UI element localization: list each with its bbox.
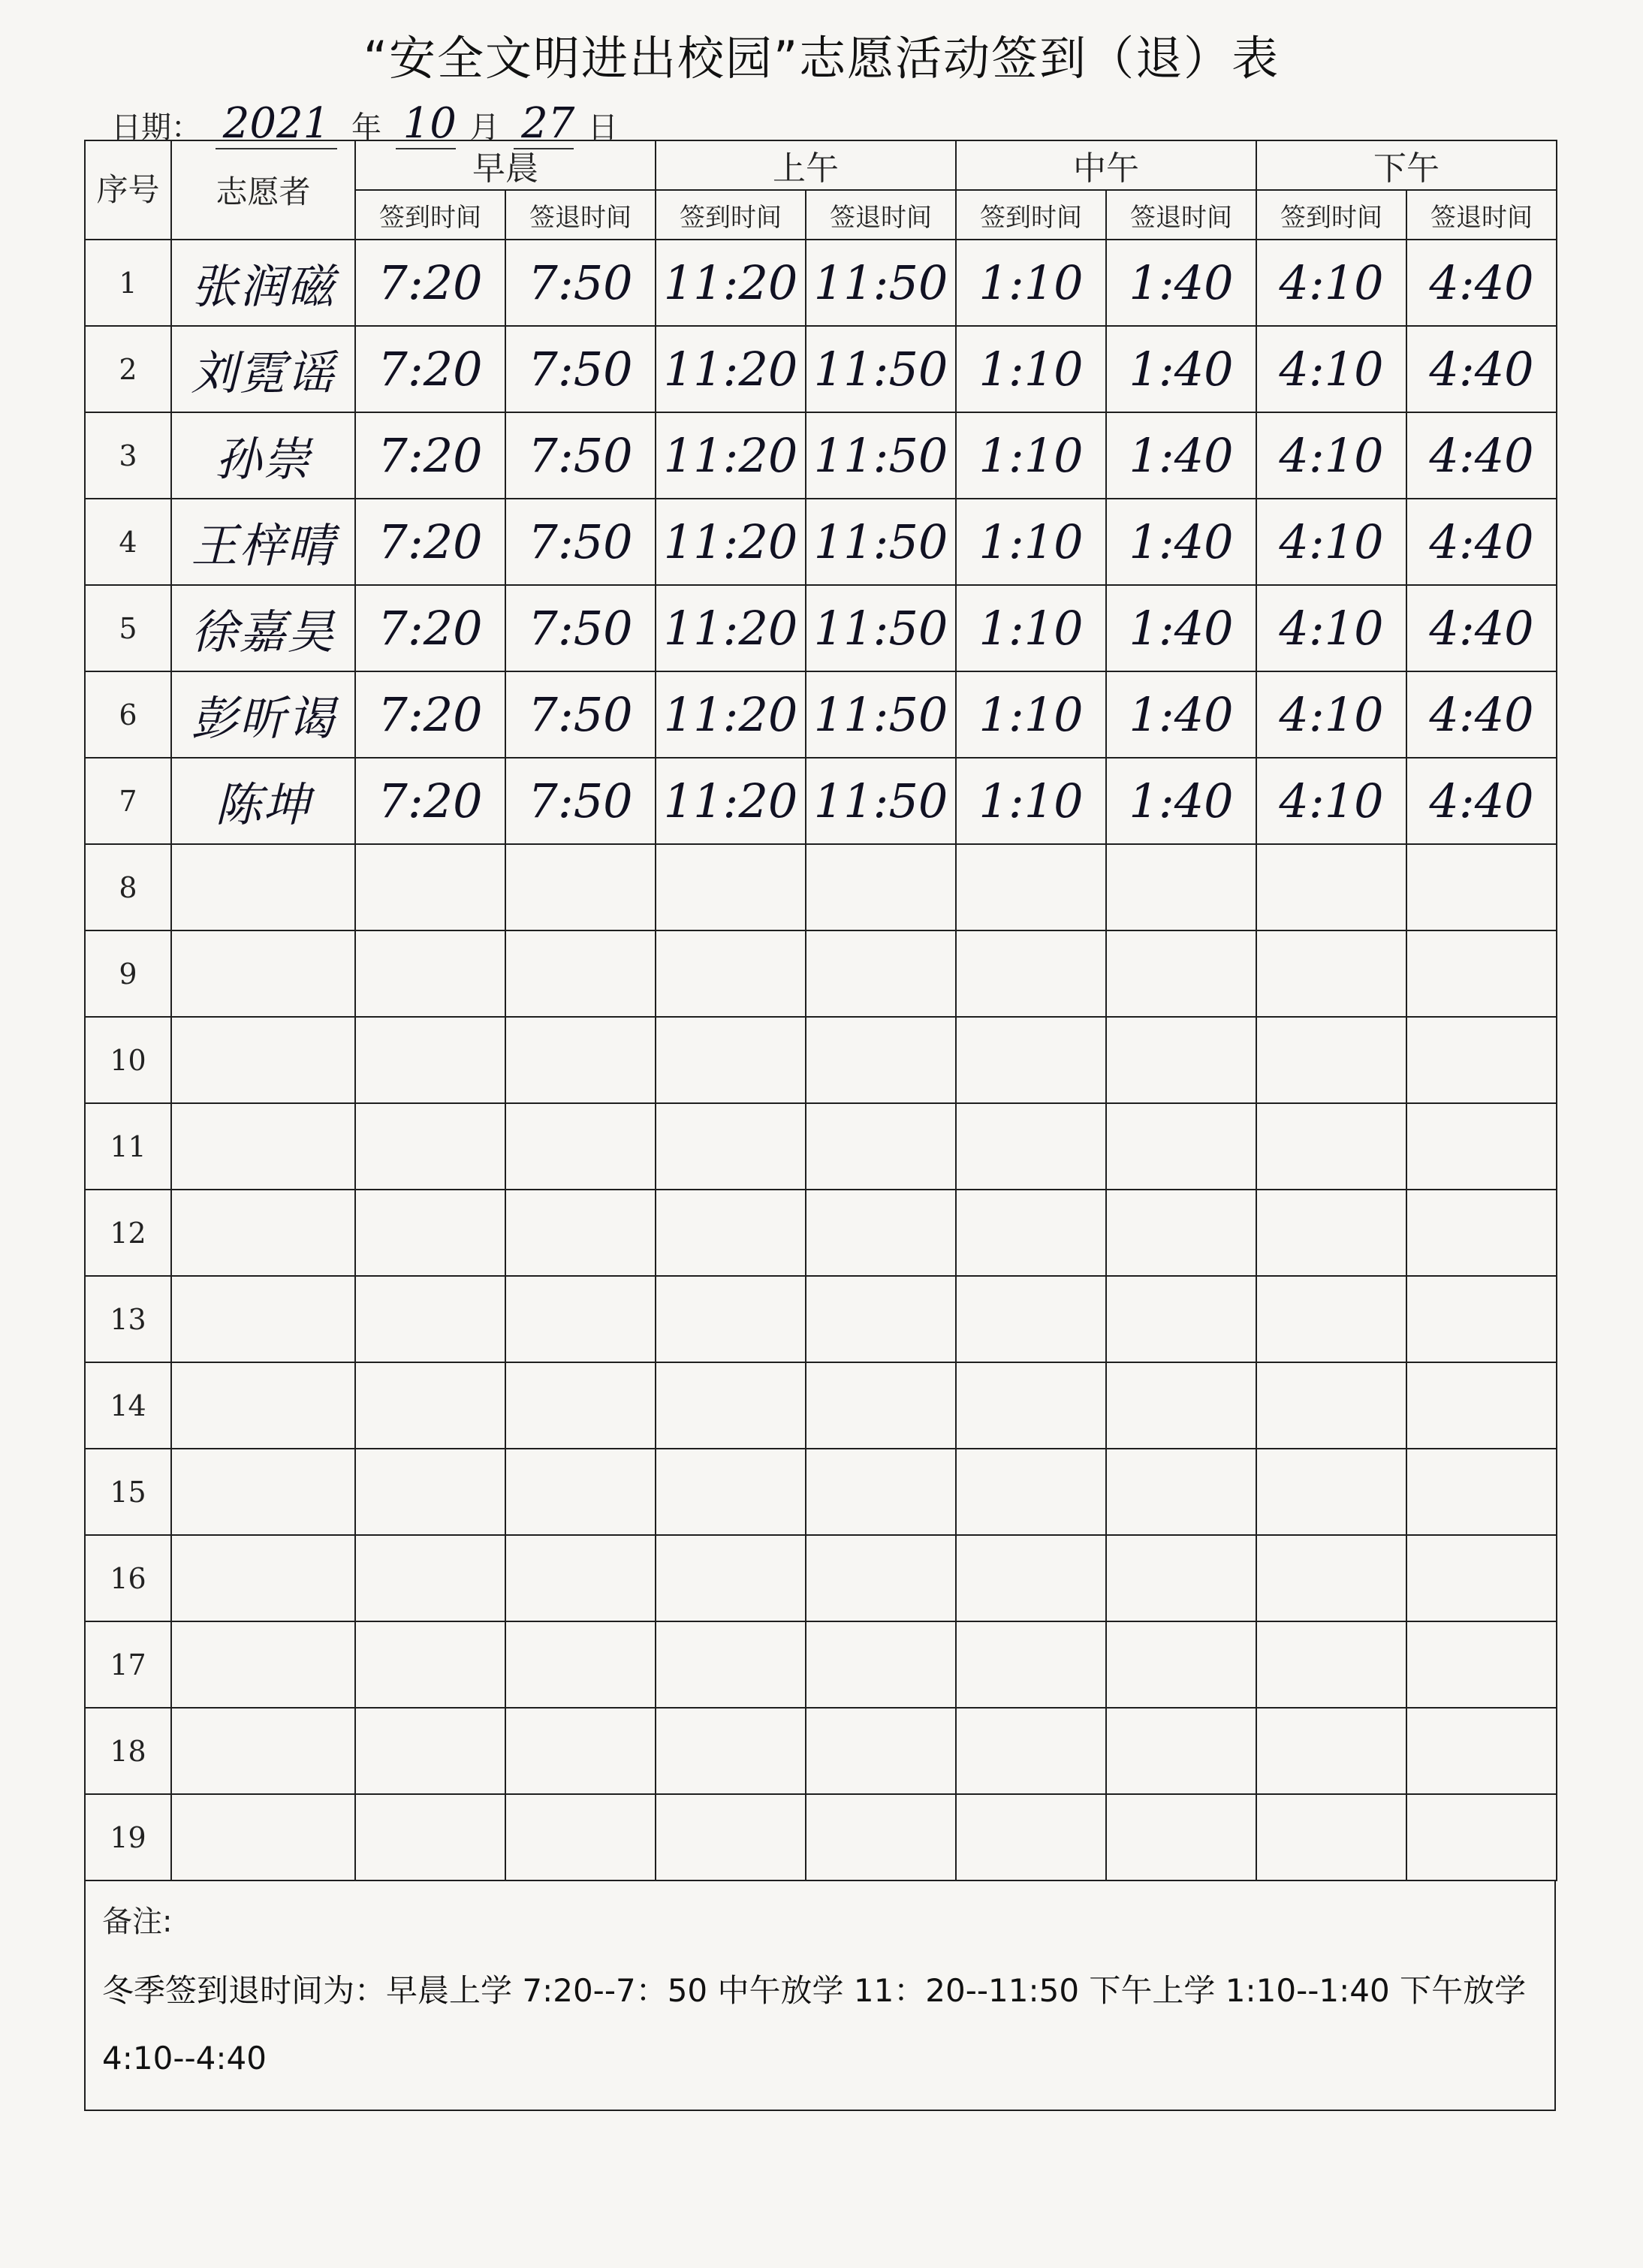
checkin-time: 4:10 bbox=[1256, 758, 1406, 844]
checkin-time: 11:20 bbox=[656, 499, 806, 585]
checkin-time bbox=[355, 844, 505, 930]
row-seq: 1 bbox=[85, 240, 171, 326]
checkin-time: 1:10 bbox=[956, 671, 1106, 758]
checkout-time bbox=[505, 930, 656, 1017]
checkout-time bbox=[1406, 1103, 1557, 1190]
header-period-morning: 早晨 bbox=[355, 140, 656, 190]
header-checkin: 签到时间 bbox=[656, 190, 806, 240]
checkout-time bbox=[1106, 1362, 1256, 1449]
checkout-time bbox=[1106, 1103, 1256, 1190]
checkin-time bbox=[656, 844, 806, 930]
checkout-time bbox=[1406, 1535, 1557, 1621]
checkout-time bbox=[505, 1276, 656, 1362]
checkout-time bbox=[1406, 844, 1557, 930]
row-seq: 5 bbox=[85, 585, 171, 671]
row-seq: 19 bbox=[85, 1794, 171, 1880]
row-seq: 11 bbox=[85, 1103, 171, 1190]
table-row bbox=[85, 1535, 1557, 1621]
checkout-time bbox=[806, 1362, 956, 1449]
checkin-time: 11:20 bbox=[656, 671, 806, 758]
table-row bbox=[85, 758, 1557, 844]
checkout-time bbox=[505, 1449, 656, 1535]
checkout-time bbox=[1406, 1449, 1557, 1535]
header-period-forenoon: 上午 bbox=[656, 140, 956, 190]
row-seq: 13 bbox=[85, 1276, 171, 1362]
header-period-afternoon: 下午 bbox=[1256, 140, 1557, 190]
table-row bbox=[85, 499, 1557, 585]
checkin-time: 11:20 bbox=[656, 412, 806, 499]
signin-table bbox=[84, 140, 1557, 1881]
checkout-time: 1:40 bbox=[1106, 326, 1256, 412]
checkin-time bbox=[656, 1362, 806, 1449]
checkin-time bbox=[1256, 1276, 1406, 1362]
row-seq: 7 bbox=[85, 758, 171, 844]
checkout-time bbox=[1406, 930, 1557, 1017]
header-volunteer: 志愿者 bbox=[171, 140, 355, 240]
date-label: 日期： bbox=[111, 110, 201, 145]
volunteer-name: 王梓晴 bbox=[171, 499, 355, 585]
table-row bbox=[85, 326, 1557, 412]
checkout-time bbox=[505, 1017, 656, 1103]
checkin-time: 1:10 bbox=[956, 758, 1106, 844]
checkout-time: 1:40 bbox=[1106, 499, 1256, 585]
checkin-time: 7:20 bbox=[355, 585, 505, 671]
checkout-time: 4:40 bbox=[1406, 499, 1557, 585]
table-row bbox=[85, 1276, 1557, 1362]
checkin-time bbox=[656, 1103, 806, 1190]
table-row bbox=[85, 1449, 1557, 1535]
checkin-time bbox=[1256, 1794, 1406, 1880]
volunteer-name bbox=[171, 1276, 355, 1362]
checkout-time: 7:50 bbox=[505, 499, 656, 585]
row-seq: 4 bbox=[85, 499, 171, 585]
checkout-time: 1:40 bbox=[1106, 412, 1256, 499]
checkout-time bbox=[806, 1103, 956, 1190]
checkin-time bbox=[1256, 1190, 1406, 1276]
checkin-time bbox=[355, 1103, 505, 1190]
checkout-time bbox=[1106, 1190, 1256, 1276]
checkout-time: 11:50 bbox=[806, 326, 956, 412]
checkout-time: 1:40 bbox=[1106, 240, 1256, 326]
checkin-time bbox=[355, 1449, 505, 1535]
volunteer-name: 彭昕谒 bbox=[171, 671, 355, 758]
checkout-time bbox=[1106, 1535, 1256, 1621]
checkin-time bbox=[656, 1449, 806, 1535]
header-checkout: 签退时间 bbox=[806, 190, 956, 240]
checkout-time bbox=[505, 1621, 656, 1708]
checkout-time bbox=[505, 844, 656, 930]
notes-text: 冬季签到退时间为：早晨上学 7:20--7：50 中午放学 11：20--11:50 下午上学 1:10--1:40 下午放学 4:10--4:40 bbox=[102, 1972, 1527, 2076]
checkin-time: 4:10 bbox=[1256, 412, 1406, 499]
checkin-time: 7:20 bbox=[355, 758, 505, 844]
date-year-unit: 年 bbox=[351, 110, 381, 145]
checkout-time: 4:40 bbox=[1406, 671, 1557, 758]
checkout-time: 11:50 bbox=[806, 671, 956, 758]
checkin-time: 11:20 bbox=[656, 758, 806, 844]
checkin-time: 1:10 bbox=[956, 240, 1106, 326]
checkin-time bbox=[956, 1708, 1106, 1794]
checkout-time: 4:40 bbox=[1406, 585, 1557, 671]
checkin-time: 11:20 bbox=[656, 326, 806, 412]
checkin-time: 1:10 bbox=[956, 585, 1106, 671]
checkin-time bbox=[355, 1362, 505, 1449]
checkout-time bbox=[1106, 844, 1256, 930]
checkin-time bbox=[355, 1190, 505, 1276]
checkin-time bbox=[956, 1017, 1106, 1103]
checkout-time: 1:40 bbox=[1106, 585, 1256, 671]
volunteer-name: 刘霓谣 bbox=[171, 326, 355, 412]
checkout-time bbox=[1406, 1276, 1557, 1362]
checkout-time bbox=[1106, 1276, 1256, 1362]
checkout-time bbox=[505, 1362, 656, 1449]
date-year: 2021 bbox=[216, 99, 338, 149]
table-row bbox=[85, 1708, 1557, 1794]
checkin-time bbox=[1256, 1449, 1406, 1535]
header-checkout: 签退时间 bbox=[1406, 190, 1557, 240]
checkout-time: 11:50 bbox=[806, 585, 956, 671]
checkout-time bbox=[505, 1535, 656, 1621]
checkin-time bbox=[355, 1017, 505, 1103]
checkout-time bbox=[1406, 1621, 1557, 1708]
row-seq: 2 bbox=[85, 326, 171, 412]
checkin-time bbox=[656, 1621, 806, 1708]
date-day-unit: 日 bbox=[587, 110, 618, 145]
volunteer-name bbox=[171, 1535, 355, 1621]
checkin-time bbox=[656, 1708, 806, 1794]
checkout-time: 11:50 bbox=[806, 240, 956, 326]
checkin-time bbox=[1256, 1362, 1406, 1449]
date-month: 10 bbox=[396, 99, 456, 149]
checkin-time bbox=[656, 1535, 806, 1621]
checkout-time: 7:50 bbox=[505, 326, 656, 412]
row-seq: 17 bbox=[85, 1621, 171, 1708]
checkin-time: 7:20 bbox=[355, 412, 505, 499]
header-checkin: 签到时间 bbox=[956, 190, 1106, 240]
row-seq: 16 bbox=[85, 1535, 171, 1621]
date-month-unit: 月 bbox=[469, 110, 500, 145]
checkin-time: 4:10 bbox=[1256, 585, 1406, 671]
checkout-time bbox=[806, 1449, 956, 1535]
checkout-time bbox=[806, 1276, 956, 1362]
volunteer-name bbox=[171, 1190, 355, 1276]
checkin-time bbox=[1256, 1708, 1406, 1794]
checkin-time bbox=[656, 1794, 806, 1880]
row-seq: 12 bbox=[85, 1190, 171, 1276]
checkin-time bbox=[1256, 930, 1406, 1017]
table-row bbox=[85, 585, 1557, 671]
checkin-time: 7:20 bbox=[355, 326, 505, 412]
header-period-noon: 中午 bbox=[956, 140, 1256, 190]
checkin-time bbox=[355, 1276, 505, 1362]
checkin-time bbox=[956, 1449, 1106, 1535]
checkout-time bbox=[505, 1190, 656, 1276]
checkout-time: 7:50 bbox=[505, 758, 656, 844]
table-row bbox=[85, 1362, 1557, 1449]
checkin-time bbox=[1256, 844, 1406, 930]
table-row bbox=[85, 412, 1557, 499]
notes-section bbox=[84, 1881, 1556, 2111]
table-row bbox=[85, 1621, 1557, 1708]
checkin-time bbox=[355, 930, 505, 1017]
checkin-time bbox=[956, 1103, 1106, 1190]
form-title: “安全文明进出校园”志愿活动签到（退）表 bbox=[363, 31, 1280, 86]
checkout-time bbox=[806, 844, 956, 930]
volunteer-name bbox=[171, 930, 355, 1017]
table-row bbox=[85, 1103, 1557, 1190]
checkout-time bbox=[1406, 1190, 1557, 1276]
header-checkout: 签退时间 bbox=[505, 190, 656, 240]
row-seq: 6 bbox=[85, 671, 171, 758]
checkout-time bbox=[1106, 1708, 1256, 1794]
table-row bbox=[85, 240, 1557, 326]
checkin-time bbox=[656, 1276, 806, 1362]
checkout-time: 11:50 bbox=[806, 412, 956, 499]
checkout-time: 7:50 bbox=[505, 585, 656, 671]
checkout-time bbox=[505, 1103, 656, 1190]
checkin-time: 1:10 bbox=[956, 326, 1106, 412]
checkout-time bbox=[806, 1621, 956, 1708]
checkin-time bbox=[956, 930, 1106, 1017]
checkin-time: 4:10 bbox=[1256, 671, 1406, 758]
table-row bbox=[85, 1794, 1557, 1880]
checkin-time bbox=[956, 1535, 1106, 1621]
checkout-time: 7:50 bbox=[505, 412, 656, 499]
checkout-time bbox=[806, 930, 956, 1017]
checkin-time: 4:10 bbox=[1256, 499, 1406, 585]
checkout-time bbox=[505, 1794, 656, 1880]
checkout-time: 4:40 bbox=[1406, 240, 1557, 326]
header-seq: 序号 bbox=[85, 140, 171, 240]
checkout-time: 11:50 bbox=[806, 499, 956, 585]
checkin-time bbox=[656, 1017, 806, 1103]
row-seq: 8 bbox=[85, 844, 171, 930]
checkout-time bbox=[1406, 1017, 1557, 1103]
checkout-time bbox=[806, 1794, 956, 1880]
row-seq: 14 bbox=[85, 1362, 171, 1449]
table-row bbox=[85, 671, 1557, 758]
checkout-time: 7:50 bbox=[505, 671, 656, 758]
volunteer-name: 张润磁 bbox=[171, 240, 355, 326]
checkout-time: 4:40 bbox=[1406, 326, 1557, 412]
checkout-time bbox=[1106, 930, 1256, 1017]
checkin-time: 4:10 bbox=[1256, 326, 1406, 412]
row-seq: 9 bbox=[85, 930, 171, 1017]
table-row bbox=[85, 1017, 1557, 1103]
volunteer-name: 孙崇 bbox=[171, 412, 355, 499]
checkin-time: 1:10 bbox=[956, 412, 1106, 499]
row-seq: 10 bbox=[85, 1017, 171, 1103]
checkout-time bbox=[806, 1535, 956, 1621]
volunteer-name: 徐嘉昊 bbox=[171, 585, 355, 671]
checkout-time bbox=[1106, 1449, 1256, 1535]
checkin-time bbox=[1256, 1535, 1406, 1621]
volunteer-name bbox=[171, 844, 355, 930]
checkout-time: 4:40 bbox=[1406, 412, 1557, 499]
row-seq: 15 bbox=[85, 1449, 171, 1535]
volunteer-name bbox=[171, 1708, 355, 1794]
volunteer-name bbox=[171, 1017, 355, 1103]
header-checkin: 签到时间 bbox=[1256, 190, 1406, 240]
checkin-time bbox=[956, 844, 1106, 930]
checkin-time: 1:10 bbox=[956, 499, 1106, 585]
checkin-time bbox=[1256, 1103, 1406, 1190]
volunteer-name bbox=[171, 1621, 355, 1708]
signin-sheet bbox=[84, 140, 1556, 2111]
volunteer-name bbox=[171, 1362, 355, 1449]
checkout-time bbox=[806, 1708, 956, 1794]
checkout-time bbox=[505, 1708, 656, 1794]
checkout-time bbox=[1106, 1621, 1256, 1708]
checkin-time bbox=[355, 1794, 505, 1880]
checkout-time: 1:40 bbox=[1106, 671, 1256, 758]
checkout-time: 1:40 bbox=[1106, 758, 1256, 844]
volunteer-name bbox=[171, 1103, 355, 1190]
checkin-time: 11:20 bbox=[656, 585, 806, 671]
table-row bbox=[85, 930, 1557, 1017]
checkin-time: 11:20 bbox=[656, 240, 806, 326]
header-checkin: 签到时间 bbox=[355, 190, 505, 240]
checkin-time bbox=[956, 1794, 1106, 1880]
checkin-time bbox=[355, 1535, 505, 1621]
checkout-time bbox=[806, 1017, 956, 1103]
checkout-time bbox=[1106, 1794, 1256, 1880]
checkout-time: 7:50 bbox=[505, 240, 656, 326]
table-body bbox=[85, 240, 1557, 1880]
header-checkout: 签退时间 bbox=[1106, 190, 1256, 240]
checkout-time: 11:50 bbox=[806, 758, 956, 844]
checkin-time bbox=[1256, 1621, 1406, 1708]
volunteer-name bbox=[171, 1449, 355, 1535]
table-row bbox=[85, 1190, 1557, 1276]
checkin-time bbox=[956, 1362, 1106, 1449]
volunteer-name: 陈坤 bbox=[171, 758, 355, 844]
checkin-time bbox=[355, 1621, 505, 1708]
checkin-time bbox=[956, 1190, 1106, 1276]
checkout-time bbox=[806, 1190, 956, 1276]
checkout-time: 4:40 bbox=[1406, 758, 1557, 844]
checkin-time bbox=[956, 1276, 1106, 1362]
checkout-time bbox=[1406, 1794, 1557, 1880]
checkin-time: 7:20 bbox=[355, 671, 505, 758]
volunteer-name bbox=[171, 1794, 355, 1880]
checkin-time bbox=[1256, 1017, 1406, 1103]
checkin-time: 7:20 bbox=[355, 240, 505, 326]
checkout-time bbox=[1406, 1362, 1557, 1449]
row-seq: 18 bbox=[85, 1708, 171, 1794]
checkin-time bbox=[956, 1621, 1106, 1708]
date-day: 27 bbox=[514, 99, 574, 149]
row-seq: 3 bbox=[85, 412, 171, 499]
table-row bbox=[85, 844, 1557, 930]
checkin-time bbox=[656, 1190, 806, 1276]
checkin-time bbox=[656, 930, 806, 1017]
checkout-time bbox=[1106, 1017, 1256, 1103]
checkout-time bbox=[1406, 1708, 1557, 1794]
checkin-time bbox=[355, 1708, 505, 1794]
checkin-time: 7:20 bbox=[355, 499, 505, 585]
notes-label: 备注: bbox=[102, 1905, 173, 1939]
checkin-time: 4:10 bbox=[1256, 240, 1406, 326]
